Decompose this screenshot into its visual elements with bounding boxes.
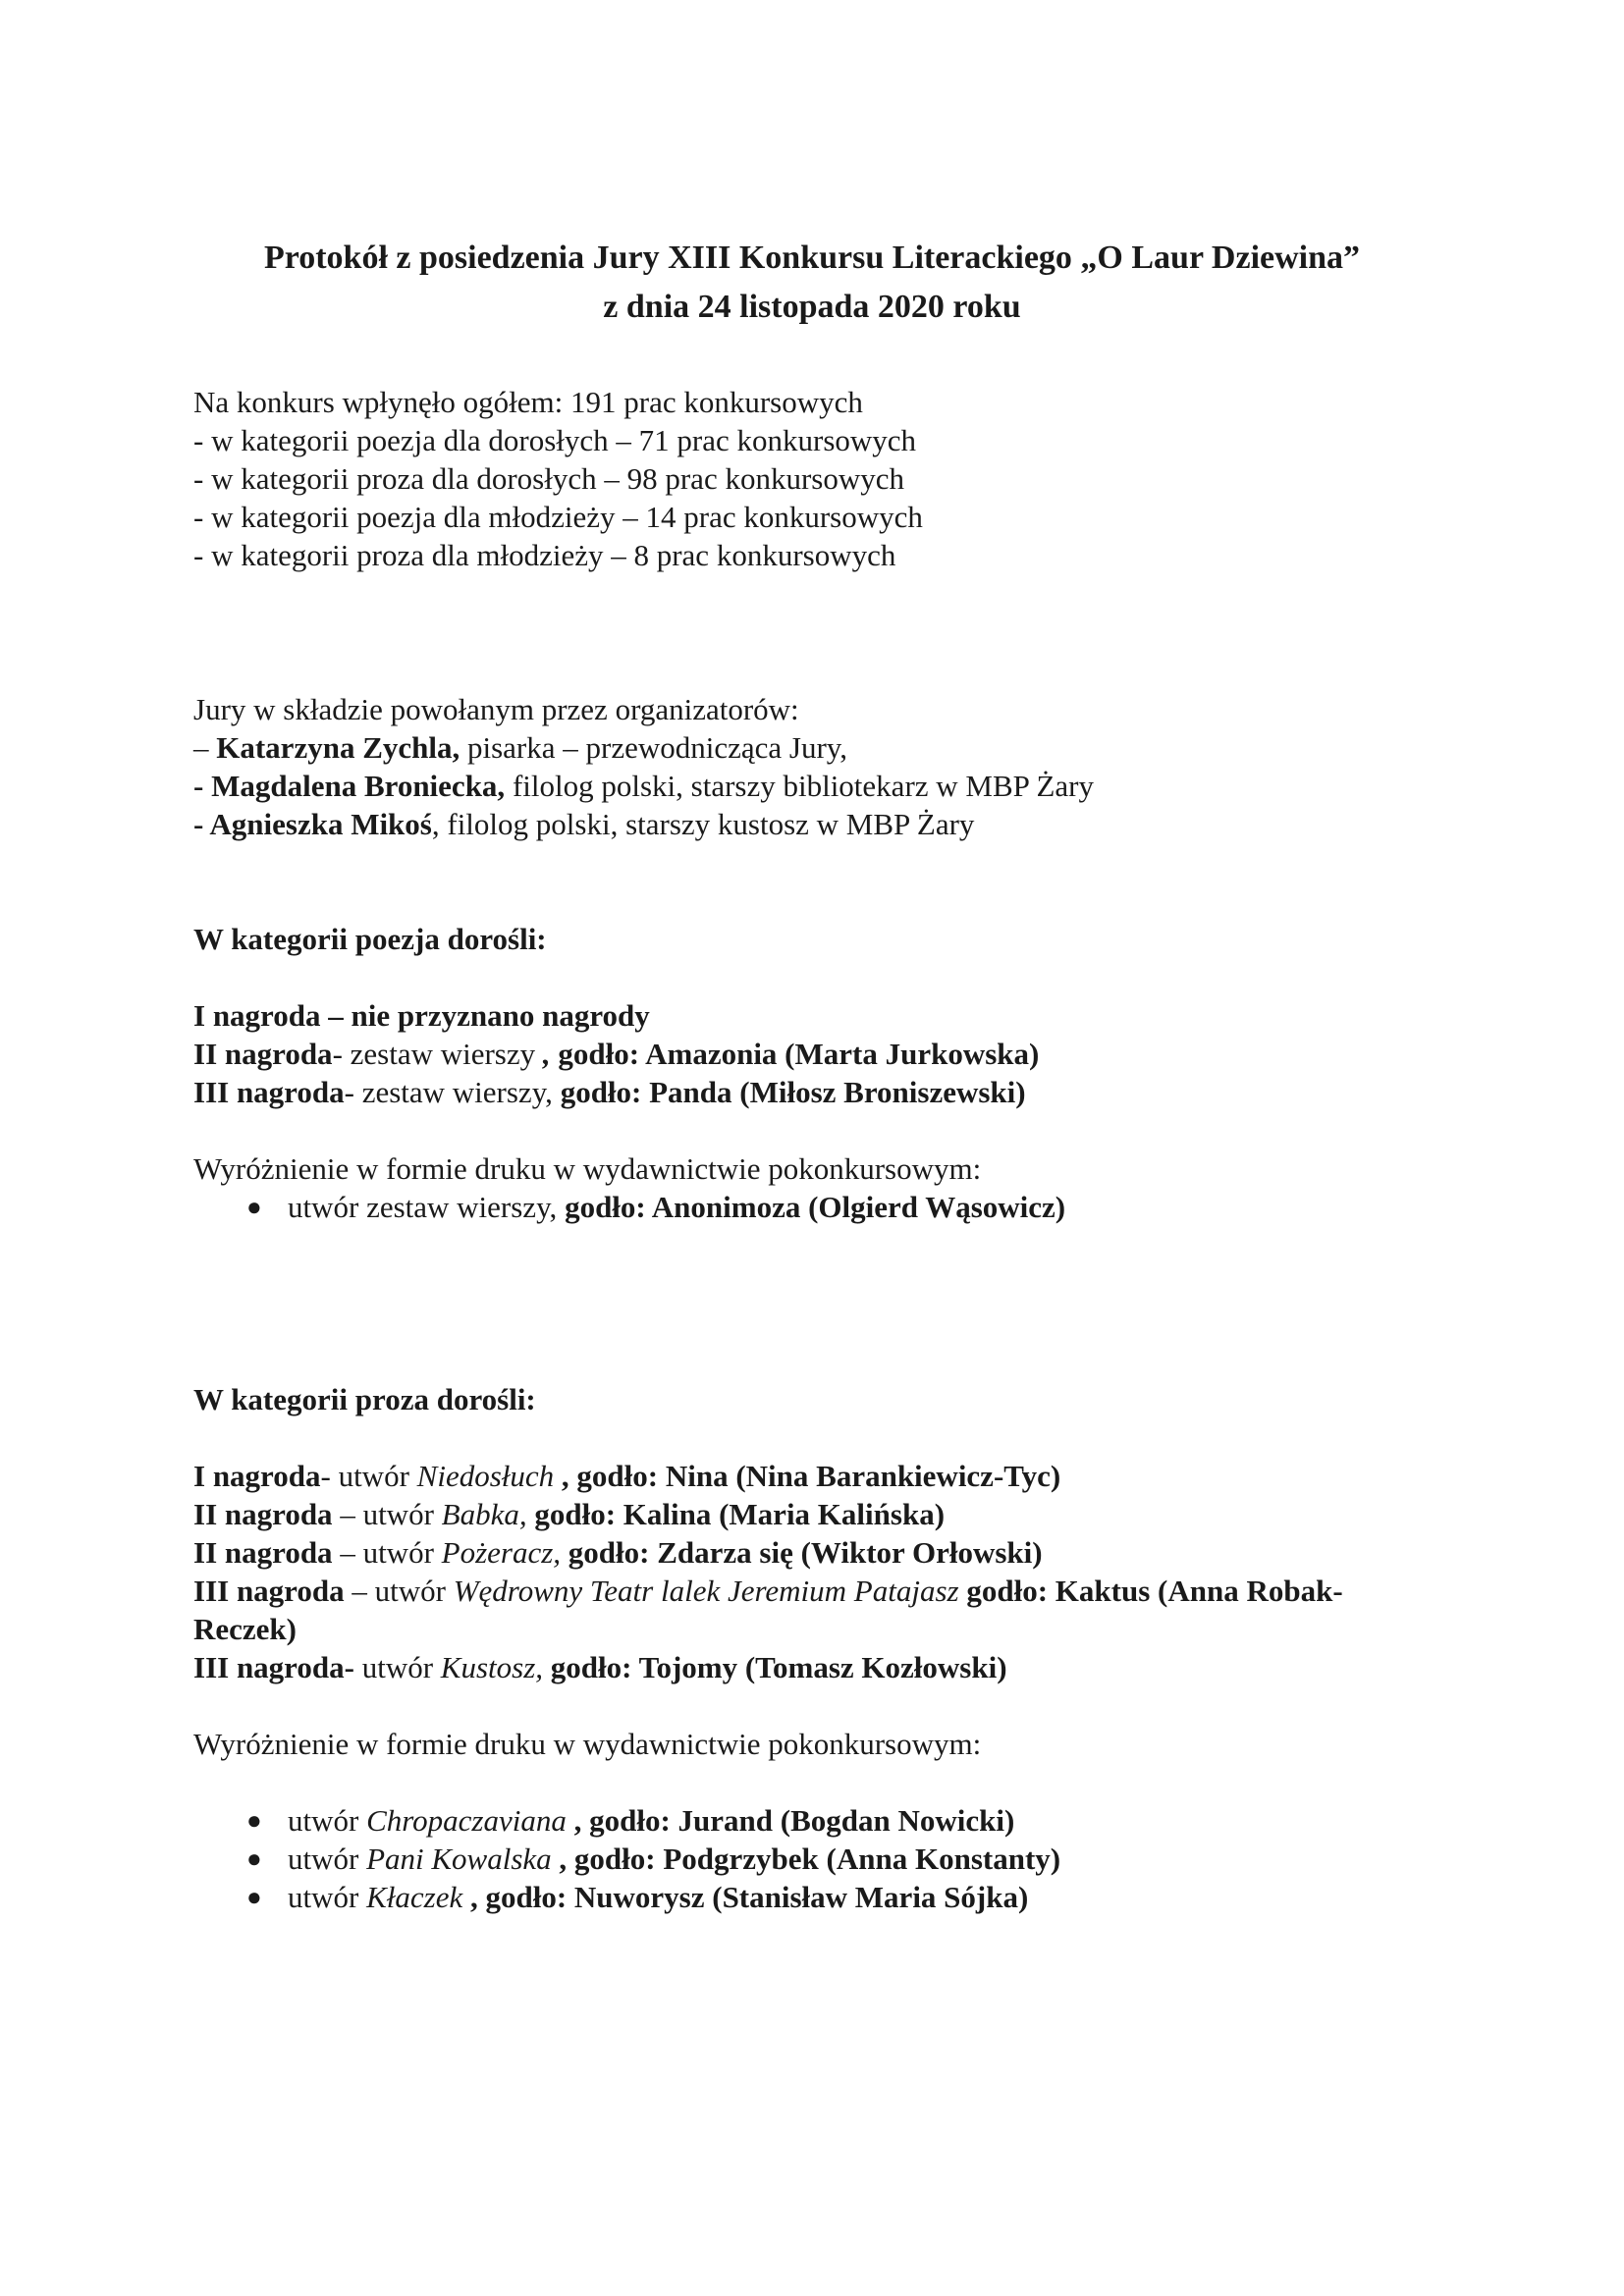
prose-prize (193, 1533, 1043, 1572)
poetry-prize-3 (193, 1073, 1026, 1111)
prize-label: II nagroda (193, 1497, 333, 1531)
list-item (246, 1188, 1066, 1226)
jury-intro: Jury w składzie powołanym przez organizatorów: (193, 692, 799, 726)
prize-label: III nagroda- (193, 1650, 354, 1684)
prose-prize (193, 1648, 1007, 1686)
prize-label: I nagroda (193, 1459, 321, 1493)
poetry-prize-1: I nagroda – nie przyznano nagrody (193, 998, 650, 1033)
prize-work: Babka, (441, 1497, 527, 1531)
prize-motto: , godło: Nina (Nina Barankiewicz-Tyc) (561, 1459, 1061, 1493)
prize-pre: – utwór (332, 1535, 442, 1570)
submissions-item: - w kategorii poezja dla młodzieży – 14 prac konkursowych (193, 500, 923, 534)
prize-label: II nagroda (193, 1535, 333, 1570)
prize-work: Pożeracz, (441, 1535, 562, 1570)
prize-comma: , (542, 1037, 551, 1071)
prize-post (543, 1650, 551, 1684)
list-item (246, 1840, 1061, 1878)
title-line-2: z dnia 24 listopada 2020 roku (603, 289, 1021, 325)
submissions-item: - w kategorii proza dla dorosłych – 98 prac konkursowych (193, 461, 904, 496)
submissions-item: - w kategorii proza dla młodzieży – 8 prac konkursowych (193, 538, 896, 572)
jury-member (193, 767, 1094, 805)
bullet-icon: ● (246, 1844, 262, 1873)
prize-pre: utwór (353, 1650, 441, 1684)
distinction-work: Pani Kowalska (366, 1842, 552, 1876)
prize-post (561, 1535, 568, 1570)
distinction-text: utwór zestaw wierszy, (288, 1190, 566, 1224)
jury-member-desc: , filolog polski, starszy kustosz w MBP Żary (431, 807, 975, 841)
prose-prize (193, 1495, 945, 1533)
bullet-icon: ● (246, 1806, 262, 1835)
prize-post (554, 1459, 562, 1493)
distinction-work: Kłaczek (366, 1880, 463, 1914)
prize-text: - zestaw wierszy, (344, 1075, 561, 1109)
jury-member (193, 805, 974, 843)
prize-motto: godło: Kalina (Maria Kalińska) (534, 1497, 946, 1531)
prize-label: II nagroda (193, 1037, 333, 1071)
prize-work: Kustosz, (440, 1650, 544, 1684)
prize-text: - zestaw wierszy (332, 1037, 543, 1071)
jury-member-desc: filolog polski, starszy bibliotekarz w MBP Żary (505, 769, 1095, 803)
document-title (147, 234, 1477, 332)
bullet-icon: ● (246, 1883, 262, 1911)
jury-member-prefix: - (193, 807, 210, 841)
jury-member (193, 728, 847, 767)
prize-motto: godło: Kaktus (Anna Robak- (966, 1574, 1343, 1608)
prize-label: III nagroda (193, 1574, 345, 1608)
poetry-distinction-intro: Wyróżnienie w formie druku w wydawnictwie pokonkursowym: (193, 1151, 982, 1186)
prize-work: Wędrowny Teatr lalek Jeremium Patajasz (453, 1574, 959, 1608)
list-item (246, 1878, 1029, 1916)
distinction-work: Chropaczaviana (366, 1803, 567, 1838)
bullet-icon: ● (246, 1193, 262, 1221)
prose-prize (193, 1457, 1060, 1495)
distinction-pre: utwór (288, 1842, 367, 1876)
prize-pre: – utwór (332, 1497, 442, 1531)
distinction-post (567, 1803, 574, 1838)
list-item (246, 1801, 1015, 1840)
distinction-pre: utwór (288, 1880, 367, 1914)
jury-member-prefix: - (193, 769, 212, 803)
distinction-pre: utwór (288, 1803, 367, 1838)
poetry-adults-heading: W kategorii poezja dorośli: (193, 922, 547, 956)
jury-member-name: Magdalena Broniecka, (211, 769, 506, 803)
prize-label: III nagroda (193, 1075, 345, 1109)
prose-prize-continuation: Reczek) (193, 1612, 297, 1646)
prize-motto: godło: Tojomy (Tomasz Kozłowski) (550, 1650, 1007, 1684)
poetry-prize-2 (193, 1035, 1039, 1073)
prose-distinction-intro: Wyróżnienie w formie druku w wydawnictwie pokonkursowym: (193, 1727, 982, 1761)
prose-prize (193, 1572, 1343, 1610)
prize-motto: godło: Amazonia (Marta Jurkowska) (550, 1037, 1040, 1071)
jury-member-prefix: – (193, 730, 217, 765)
distinction-motto: , godło: Jurand (Bogdan Nowicki) (573, 1803, 1015, 1838)
submissions-total: Na konkurs wpłynęło ogółem: 191 prac konkursowych (193, 385, 863, 419)
prize-pre: - utwór (320, 1459, 417, 1493)
title-line-1: Protokół z posiedzenia Jury XIII Konkursu Literackiego „O Laur Dziewina” (263, 240, 1361, 276)
distinction-motto: , godło: Nuworysz (Stanisław Maria Sójka) (469, 1880, 1029, 1914)
distinction-post (462, 1880, 470, 1914)
prize-work: Niedosłuch (416, 1459, 555, 1493)
distinction-motto: godło: Anonimoza (Olgierd Wąsowicz) (565, 1190, 1066, 1224)
prize-pre: – utwór (344, 1574, 454, 1608)
jury-member-name: Agnieszka Mikoś (209, 807, 432, 841)
prize-motto: godło: Panda (Miłosz Broniszewski) (560, 1075, 1026, 1109)
distinction-motto: , godło: Podgrzybek (Anna Konstanty) (559, 1842, 1061, 1876)
prose-adults-heading: W kategorii proza dorośli: (193, 1382, 536, 1416)
jury-member-name: Katarzyna Zychla, (216, 730, 460, 765)
prize-motto: godło: Zdarza się (Wiktor Orłowski) (568, 1535, 1043, 1570)
submissions-item: - w kategorii poezja dla dorosłych – 71 prac konkursowych (193, 423, 917, 457)
jury-member-desc: pisarka – przewodnicząca Jury, (460, 730, 848, 765)
